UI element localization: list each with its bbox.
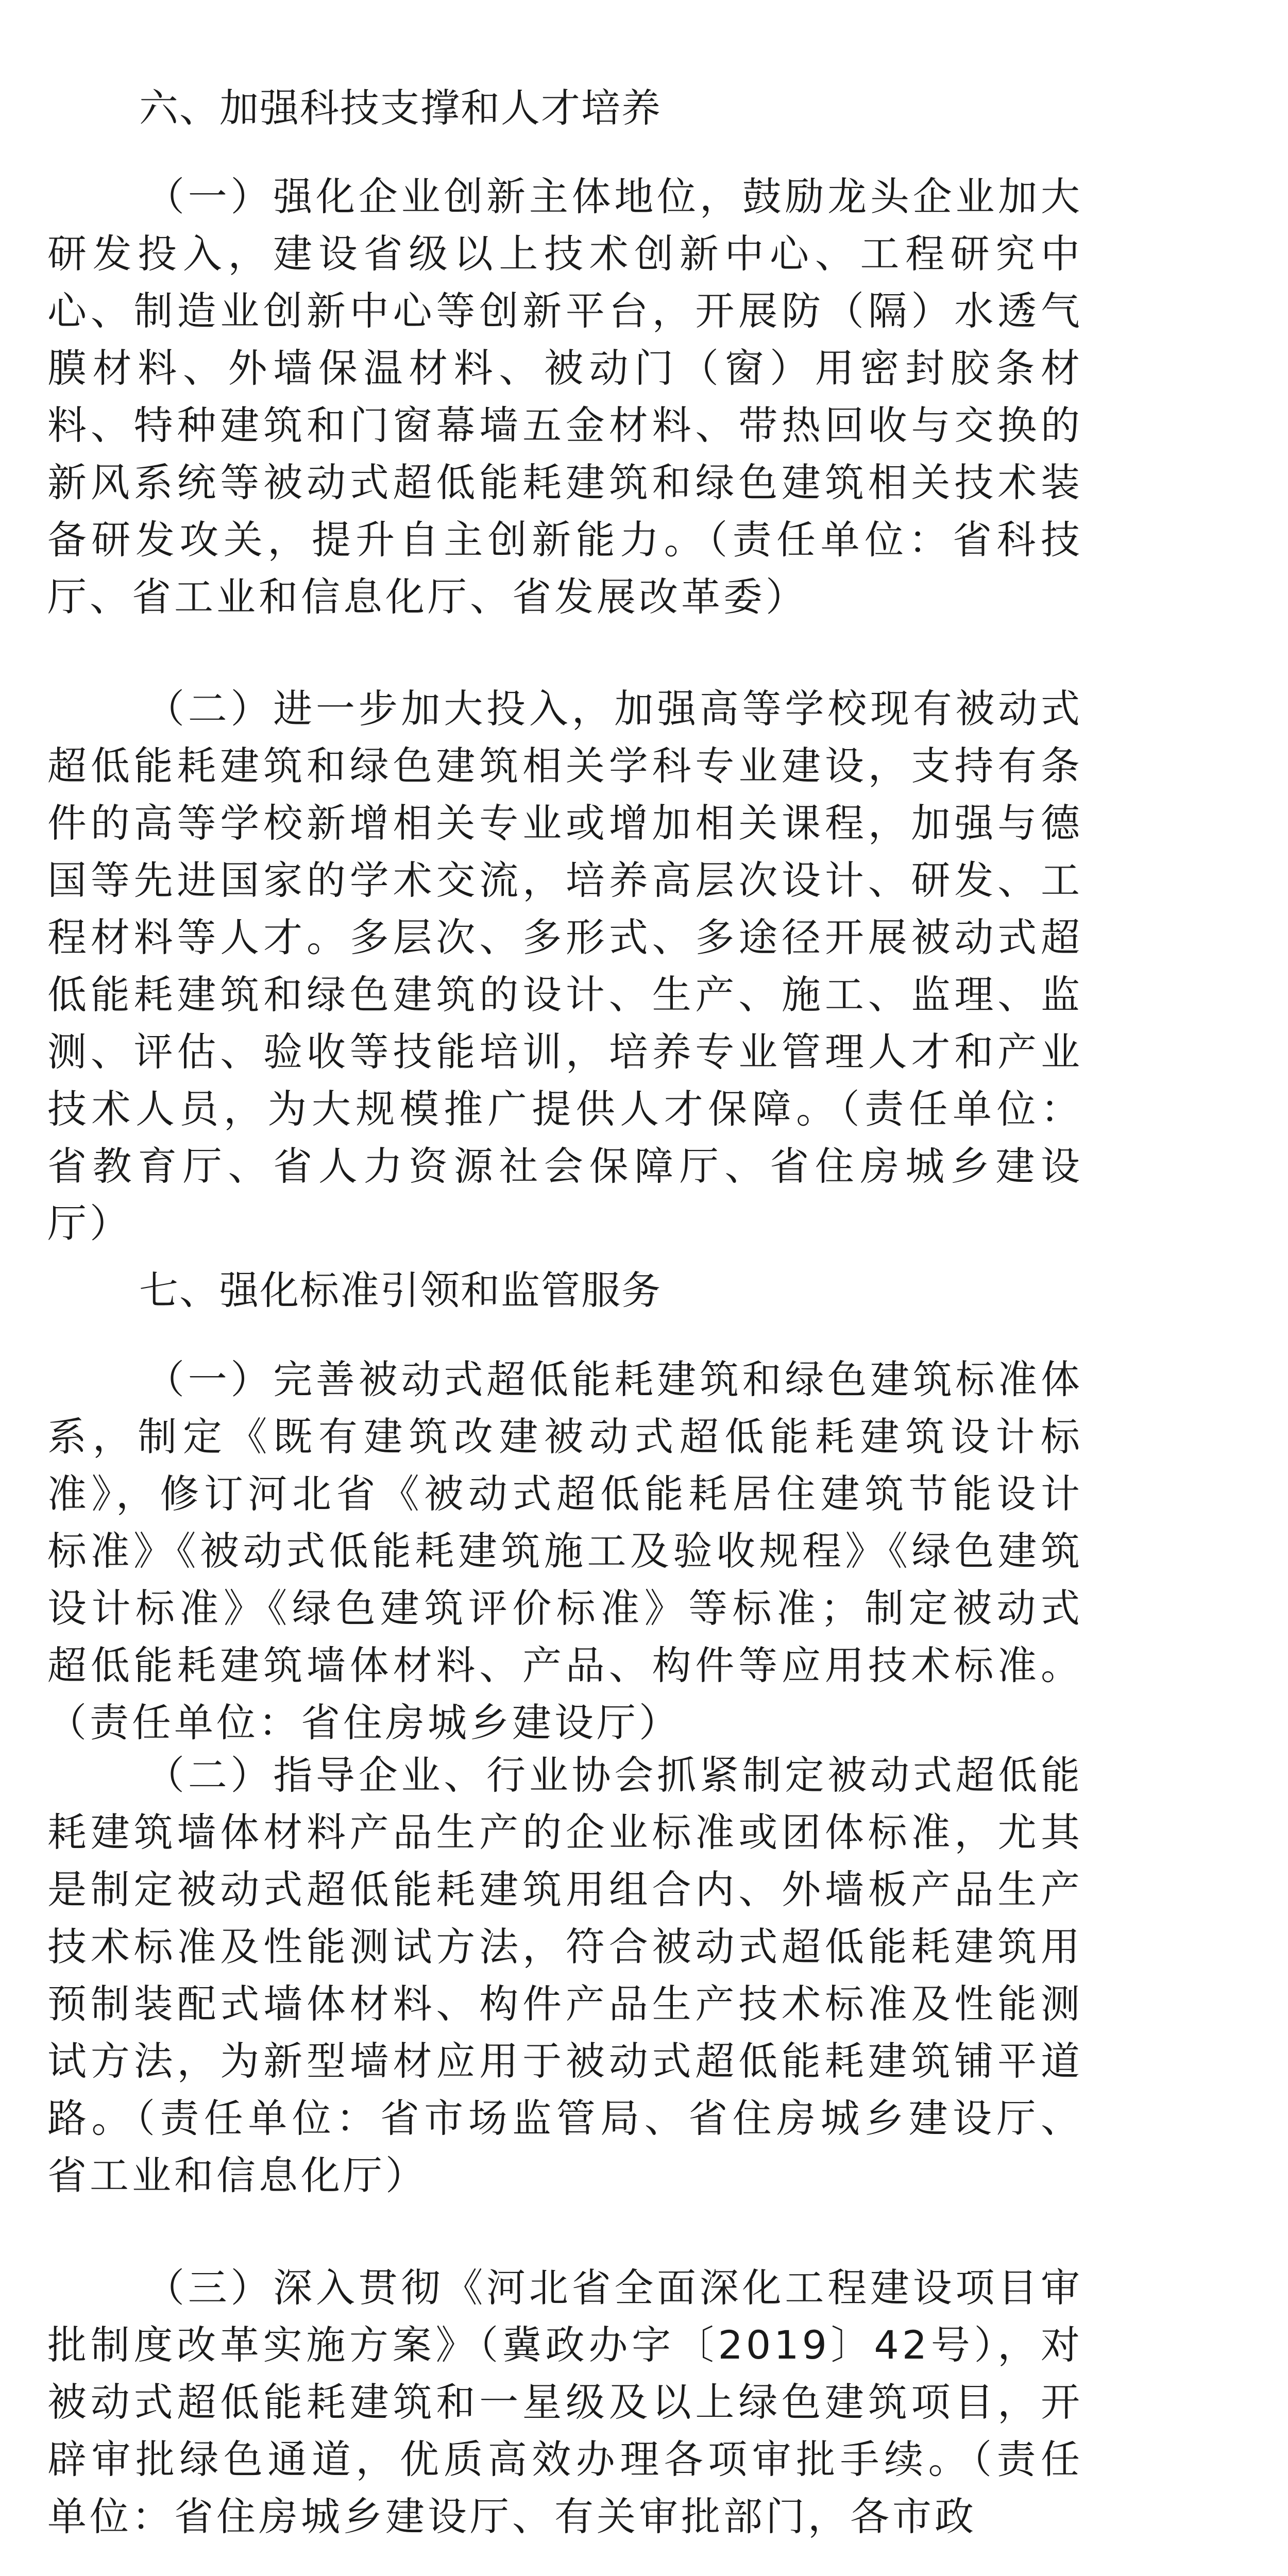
paragraph-6-2: （二）进一步加大投入，加强高等学校现有被动式超低能耗建筑和绿色建筑相关学科专业建设，支持有条件的高等学校新增相关专业或增加相关课程，加强与德国等先进国家的学术交流，培养高层次设计、研发、工程材料等人才。多层次、多形式、多途径开展被动式超低能耗建筑和绿色建筑的设计、生产、施工、监理、监测、评估、验收等技能培训，培养专业管理人才和产业技术人员，为大规模推广提供人才保障。（责任单位：省教育厅、省人力资源社会保障厅、省住房城乡建设厅）	[47, 686, 1083, 1246]
paragraph-7-3: （三）深入贯彻《河北省全面深化工程建设项目审批制度改革实施方案》（冀政办字〔2019〕42号），对被动式超低能耗建筑和一星级及以上绿色建筑项目，开辟审批绿色通道，优质高效办理各项审批手续。（责任单位：省住房城乡建设厅、有关审批部门，各市政	[47, 2265, 1083, 2539]
paragraph-7-1: （一）完善被动式超低能耗建筑和绿色建筑标准体系，制定《既有建筑改建被动式超低能耗建筑设计标准》，修订河北省《被动式超低能耗居住建筑节能设计标准》《被动式低能耗建筑施工及验收规程》《绿色建筑设计标准》《绿色建筑评价标准》等标准；制定被动式超低能耗建筑墙体材料、产品、构件等应用技术标准。（责任单位：省住房城乡建设厅）	[47, 1357, 1083, 1745]
paragraph-6-1: （一）强化企业创新主体地位，鼓励龙头企业加大研发投入，建设省级以上技术创新中心、工程研究中心、制造业创新中心等创新平台，开展防（隔）水透气膜材料、外墙保温材料、被动门（窗）用密封胶条材料、特种建筑和门窗幕墙五金材料、带热回收与交换的新风系统等被动式超低能耗建筑和绿色建筑相关技术装备研发攻关，提升自主创新能力。（责任单位：省科技厅、省工业和信息化厅、省发展改革委）	[47, 174, 1083, 620]
section-heading-6: 六、加强科技支撑和人才培养	[139, 85, 662, 131]
section-heading-7: 七、强化标准引领和监管服务	[139, 1267, 662, 1313]
paragraph-7-2: （二）指导企业、行业协会抓紧制定被动式超低能耗建筑墙体材料产品生产的企业标准或团体标准，尤其是制定被动式超低能耗建筑用组合内、外墙板产品生产技术标准及性能测试方法，符合被动式超低能耗建筑用预制装配式墙体材料、构件产品生产技术标准及性能测试方法，为新型墙材应用于被动式超低能耗建筑铺平道路。（责任单位：省市场监管局、省住房城乡建设厅、省工业和信息化厅）	[47, 1752, 1083, 2198]
